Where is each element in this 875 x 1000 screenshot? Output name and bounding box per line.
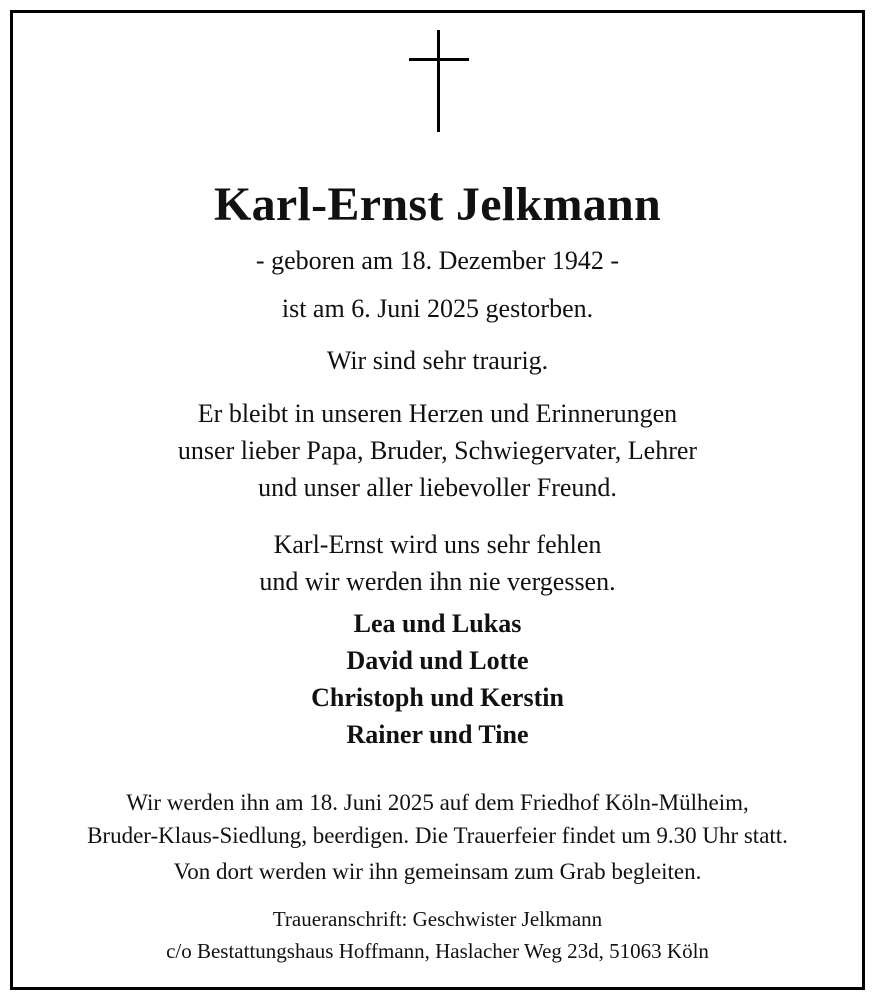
- birth-line: - geboren am 18. Dezember 1942 -: [255, 246, 620, 275]
- burial-line-2: Bruder-Klaus-Siedlung, beerdigen. Die Trauerfeier findet um 9.30 Uhr statt.: [87, 823, 788, 848]
- burial-line-1: Wir werden ihn am 18. Juni 2025 auf dem Friedhof Köln-Mülheim,: [126, 790, 749, 815]
- remain-line-3: und unser aller liebevoller Freund.: [258, 473, 617, 502]
- mourner-3: Christoph und Kerstin: [311, 683, 564, 712]
- deceased-name: Karl-Ernst Jelkmann: [213, 178, 662, 231]
- remain-line-1: Er bleibt in unseren Herzen und Erinnerungen: [197, 399, 678, 428]
- remain-line-2: unser lieber Papa, Bruder, Schwiegervater, Lehrer: [177, 436, 698, 465]
- death-line: ist am 6. Juni 2025 gestorben.: [281, 294, 594, 323]
- sad-line: Wir sind sehr traurig.: [326, 346, 549, 375]
- cross-vertical-bar: [437, 30, 440, 132]
- cross-icon: [409, 30, 469, 132]
- address-line-1: Traueranschrift: Geschwister Jelkmann: [272, 907, 603, 931]
- mourner-1: Lea und Lukas: [353, 609, 522, 638]
- miss-line-2: und wir werden ihn nie vergessen.: [259, 567, 616, 596]
- mourner-4: Rainer und Tine: [346, 720, 529, 749]
- miss-line-1: Karl-Ernst wird uns sehr fehlen: [273, 530, 602, 559]
- mourner-2: David und Lotte: [346, 646, 529, 675]
- cross-horizontal-bar: [409, 58, 469, 61]
- burial-line-3: Von dort werden wir ihn gemeinsam zum Grab begleiten.: [173, 859, 702, 884]
- address-line-2: c/o Bestattungshaus Hoffmann, Haslacher Weg 23d, 51063 Köln: [166, 939, 709, 963]
